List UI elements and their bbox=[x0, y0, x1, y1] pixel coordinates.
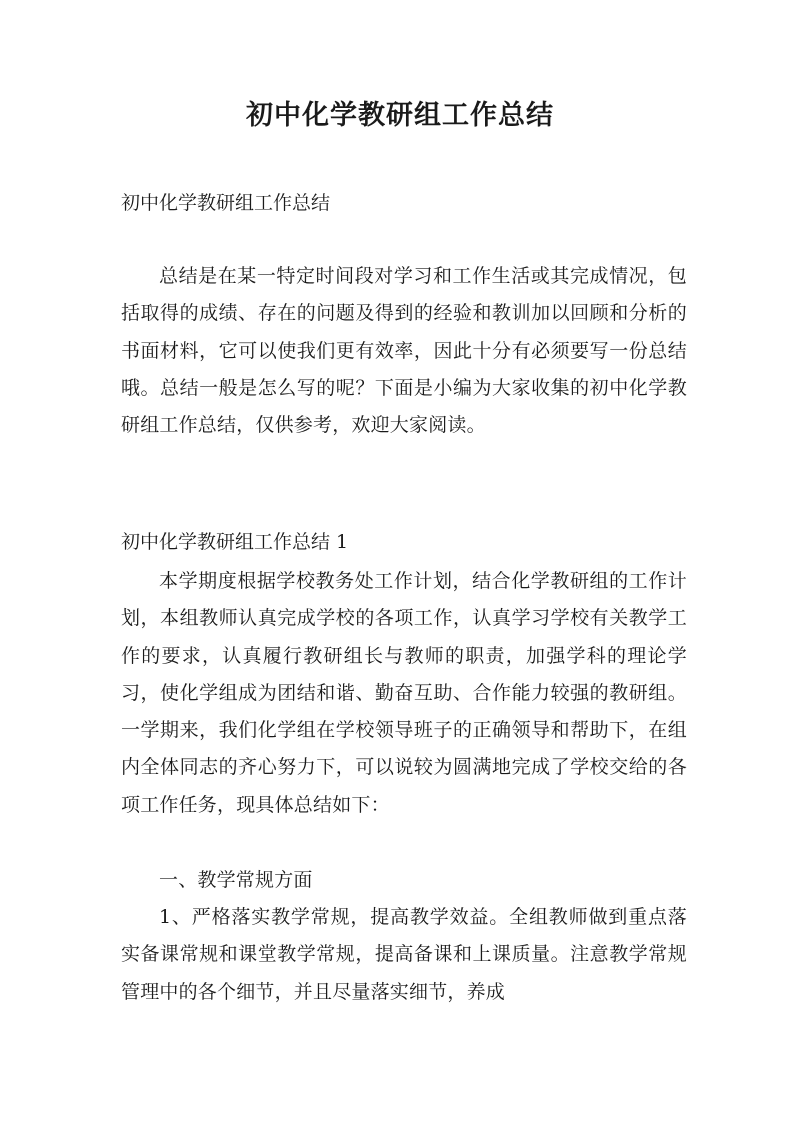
intro-paragraph: 总结是在某一特定时间段对学习和工作生活或其完成情况，包括取得的成绩、存在的问题及得到的经验和教训加以回顾和分析的书面材料，它可以使我们更有效率，因此十分有必须要写一份总结哦。总结一般是怎么写的呢？下面是小编为大家收集的初中化学教研组工作总结，仅供参考，欢迎大家阅读。 bbox=[121, 265, 687, 437]
section-1-item-1-paragraph: 1、严格落实教学常规，提高教学效益。全组教师做到重点落实备课常规和课堂教学常规，提高备课和上课质量。注意教学常规管理中的各个细节，并且尽量落实细节，养成 bbox=[121, 906, 687, 1003]
document-title: 初中化学教研组工作总结 bbox=[246, 100, 554, 131]
section-1-body-paragraph: 本学期度根据学校教务处工作计划，结合化学教研组的工作计划，本组教师认真完成学校的各项工作，认真学习学校有关教学工作的要求，认真履行教研组长与教师的职责，加强学科的理论学习，使化学组成为团结和谐、勤奋互助、合作能力较强的教研组。一学期来，我们化学组在学校领导班子的正确领导和帮助下，在组内全体同志的齐心努力下，可以说较为圆满地完成了学校交给的各项工作任务，现具体总结如下： bbox=[121, 570, 687, 816]
section-1-heading: 初中化学教研组工作总结 1 bbox=[121, 531, 349, 553]
section-1-subheading: 一、教学常规方面 bbox=[159, 869, 313, 891]
document-subtitle: 初中化学教研组工作总结 bbox=[121, 192, 331, 214]
